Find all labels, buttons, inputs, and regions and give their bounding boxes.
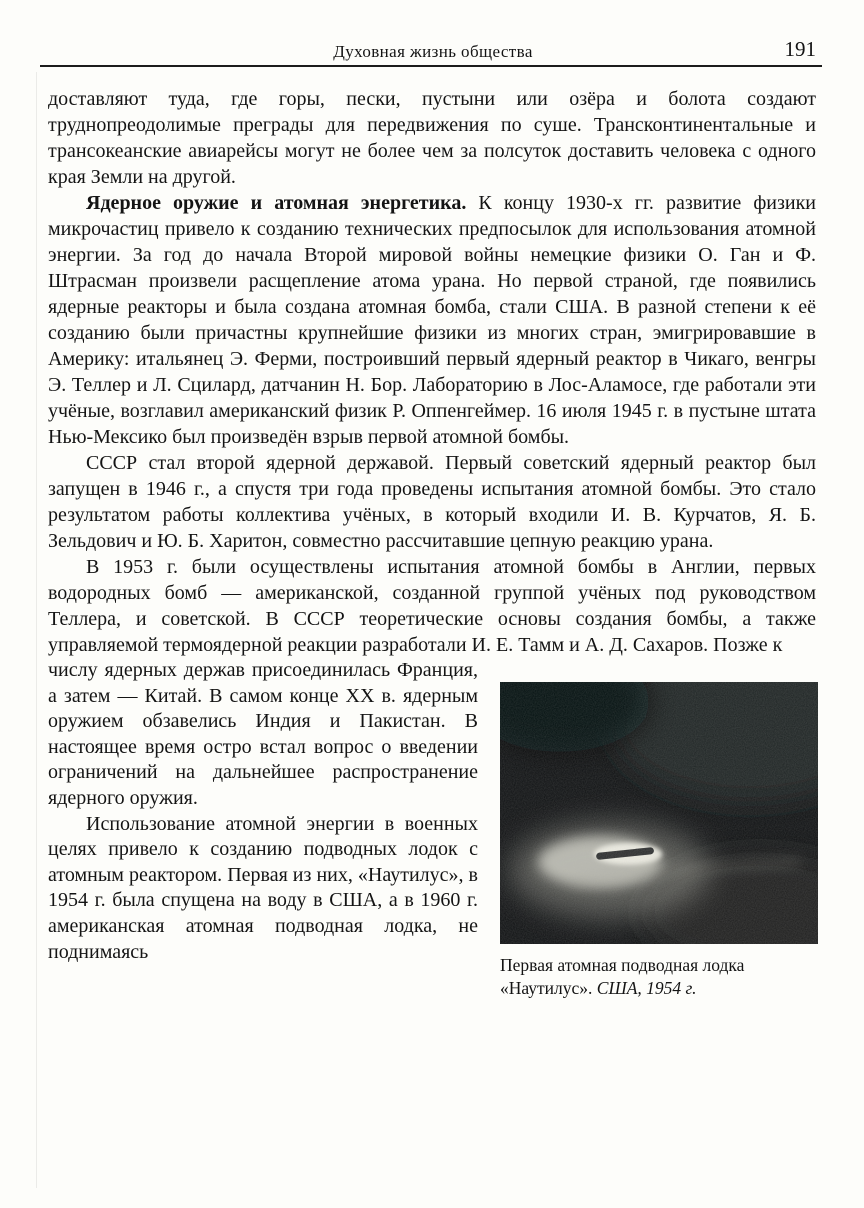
paragraph-bold-lead: Ядерное оружие и атомная энергетика. <box>86 192 467 214</box>
nautilus-photo-art <box>500 682 818 944</box>
running-title: Духовная жизнь общества <box>333 42 533 61</box>
page-number: 191 <box>784 37 816 61</box>
caption-text: Первая атомная подводная лодка «Наутилус». <box>500 955 745 998</box>
paragraph-1953-tests-wrap: числу ядерных держав присоединилась Франция, а затем — Китай. В самом конце XX в. ядерным оружием обзавелись Индия и Пакистан. В настоящее время остро встал вопрос о введении ограничений на дальнейшее распространение ядерного оружия. <box>48 659 478 809</box>
nautilus-photo <box>500 682 818 944</box>
page-header <box>48 37 818 64</box>
header-rule <box>40 65 822 67</box>
page-content <box>48 86 817 998</box>
paragraph-1953-tests: В 1953 г. были осуществлены испытания атомной бомбы в Англии, первых водородных бомб — американской, созданной группой учёных под руководством Теллера, и советской. В СССР теоретические основы создания бомбы, а также управляемой термоядерной реакции разработали И. Е. Тамм и А. Д. Сахаров. Позже к <box>48 556 816 656</box>
nautilus-figure <box>500 682 818 999</box>
paragraph-lead-rest: К концу 1930-х гг. развитие физики микрочастиц привело к созданию технических предпосылок для использования атомной энергии. За год до начала Второй мировой войны немецкие физики О. Ган и Ф. Штрасман произвели расщепление атома урана. Но первой страной, где появились ядерные реакторы и была создана атомная бомба, стали США. В разной степени к её созданию были причастны крупнейшие физики из многих стран, эмигрировавшие в Америку: итальянец Э. Ферми, построивший первый ядерный реактор в Чикаго, венгры Э. Теллер и Л. Сцилард, датчанин Н. Бор. Лабораторию в Лос-Аламосе, где работали эти учёные, возглавил американский физик Р. Оппенгеймер. 16 июля 1945 г. в пустыне штата Нью-Мексико был произведён взрыв первой атомной бомбы. <box>48 192 817 448</box>
caption-italic-text: США, 1954 г. <box>596 977 697 998</box>
left-text-column <box>48 658 478 965</box>
paragraph-nuclear-weapons <box>48 190 816 450</box>
scan-artifact-line <box>36 72 37 1188</box>
paragraph-submarines: Использование атомной энергии в военных целях привело к созданию подводных лодок с атомным реактором. Первая из них, «Наутилус», в 1954 г. была спущена на воду в США, а в 1960 г. американская атомная подводная лодка, не поднимаясь <box>48 812 478 963</box>
paragraph-aviation-continuation: доставляют туда, где горы, пески, пустыни или озёра и болота создают труднопреодолимые преграды для передвижения по суше. Трансконтинентальные и трансокеанские авиарейсы могут не более чем за полсуток доставить человека с одного края Земли на другой. <box>48 88 816 188</box>
figure-caption <box>500 954 818 999</box>
text-wrap-section <box>48 658 816 998</box>
paragraph-ussr-nuclear: СССР стал второй ядерной державой. Первый советский ядерный реактор был запущен в 1946 г., а спустя три года проведены испытания атомной бомбы. Это стало результатом работы коллектива учёных, в который входили И. В. Курчатов, Я. Б. Зельдович и Ю. Б. Харитон, совместно рассчитавшие цепную реакцию урана. <box>48 452 816 552</box>
